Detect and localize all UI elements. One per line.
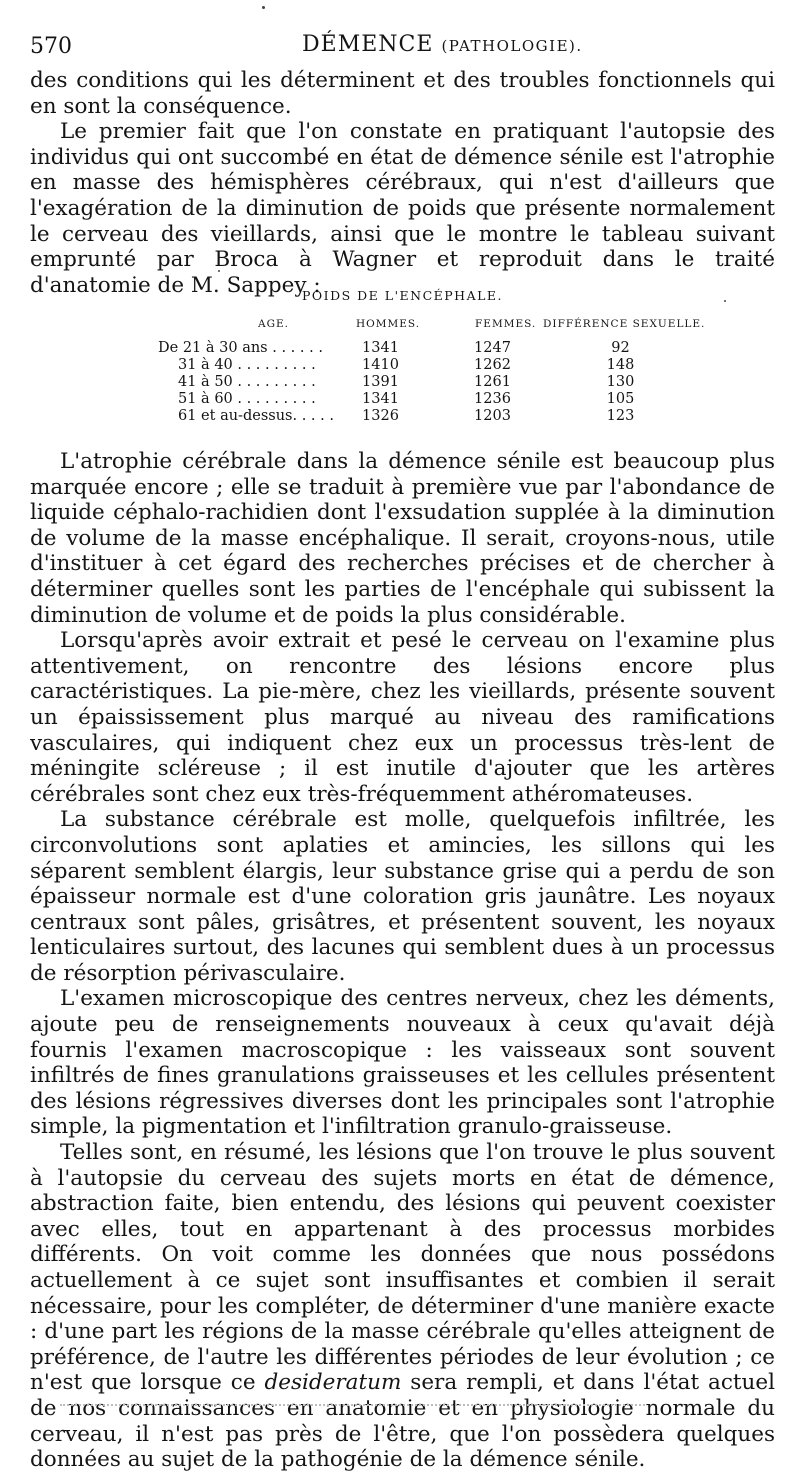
intro-text — [30, 68, 775, 298]
paragraph: Le premier fait que l'on constate en pratiquant l'autopsie des individus qui ont succombé en état de démence sénile est l'atrophie en masse des hémisphères cérébraux, qui n'est d'ailleurs que l'exagération de la diminution de poids que présente normalement le cerveau des vieillards, ainsi que le montre le tableau suivant emprunté par Broca à Wagner et reproduit dans le traité d'anatomie de M. Sappey : — [30, 119, 775, 298]
cell-hommes: 1391 — [362, 374, 399, 390]
running-header — [30, 20, 775, 60]
table-row — [0, 357, 800, 374]
cell-femmes: 1236 — [474, 391, 511, 407]
column-header-hommes: HOMMES. — [356, 318, 421, 330]
table-row — [0, 391, 800, 408]
page-number: 570 — [30, 34, 72, 59]
ink-speck — [724, 300, 726, 302]
paragraph: Lorsqu'après avoir extrait et pesé le cerveau on l'examine plus attentivement, on rencontre des lésions encore plus caractéristiques. La pie-mère, chez les vieillards, présente souvent un épaississement plus marqué au niveau des ramifications vasculaires, qui indiquent chez eux un processus très-lent de méningite scléreuse ; il est inutile d'ajouter que les artères cérébrales sont chez eux très-fréquemment athéromateuses. — [30, 628, 775, 807]
cell-hommes: 1341 — [362, 391, 399, 407]
cell-difference: 92 — [611, 340, 630, 356]
paragraph-final — [30, 1140, 775, 1473]
cell-femmes: 1262 — [474, 357, 511, 373]
cell-hommes: 1410 — [362, 357, 399, 373]
running-title — [302, 32, 583, 57]
cell-femmes: 1203 — [474, 408, 511, 424]
cell-difference: 148 — [606, 357, 635, 373]
paragraph: L'examen microscopique des centres nerveux, chez les déments, ajoute peu de renseignements nouveaux à ceux qu'avait déjà fournis l'examen macroscopique : les vaisseaux sont souvent infiltrés de fines granulations graisseuses et les cellules présentent des lésions régressives diverses dont les principales sont l'atrophie simple, la pigmentation et l'infiltration granulo-graisseuse. — [30, 986, 775, 1140]
bottom-rule — [60, 1404, 645, 1406]
cell-difference: 105 — [606, 391, 635, 407]
final-text-after: sera rempli, et dans l'état actuel de nos connaissances en anatomie et en physiologie normale du cerveau, il n'est pas près de l'être, que l'on possèdera quelques données au sujet de la pathogénie de la démence sénile. — [30, 1370, 775, 1473]
paragraph: La substance cérébrale est molle, quelquefois infiltrée, les circonvolutions sont aplaties et amincies, les sillons qui les séparent semblent élargis, leur substance grise qui a perdu de son épaisseur normale est d'une coloration gris jaunâtre. Les noyaux centraux sont pâles, grisâtres, et présentent souvent, les noyaux lenticulaires surtout, des lacunes qui semblent dues à un processus de résorption périvasculaire. — [30, 807, 775, 986]
italic-term: desideratum — [264, 1370, 402, 1396]
final-text-before: Telles sont, en résumé, les lésions que l'on trouve le plus souvent à l'autopsie du cerveau des sujets morts en état de démence, abstraction faite, bien entendu, des lésions qui peuvent coexister avec elles, tout en appartenant à des processus morbides différents. On voit comme les données que nous possédons actuellement à ce sujet sont insuffisantes et combien il serait nécessaire, pour les compléter, de déterminer d'une manière exacte : d'une part les régions de la masse cérébrale qu'elles atteignent de préférence, de l'autre les différentes périodes de leur évolution ; ce n'est que lorsque ce — [30, 1140, 775, 1396]
cell-difference: 123 — [606, 408, 635, 424]
cell-femmes: 1261 — [474, 374, 511, 390]
paragraph: des conditions qui les déterminent et des troubles fonctionnels qui en sont la conséquence. — [30, 68, 775, 119]
running-title-main: DÉMENCE — [302, 32, 434, 57]
column-header-difference: DIFFÉRENCE SEXUELLE. — [543, 318, 706, 330]
column-header-age: AGE. — [258, 318, 289, 330]
cell-age: 31 à 40 . . . . . . . . . — [178, 357, 316, 373]
table-row — [0, 374, 800, 391]
paragraph: L'atrophie cérébrale dans la démence sénile est beaucoup plus marquée encore ; elle se traduit à première vue par l'abondance de liquide céphalo-rachidien dont l'exsudation supplée à la diminution de volume de la masse encéphalique. Il serait, croyons-nous, utile d'instituer à cet égard des recherches précises et de chercher à déterminer quelles sont les parties de l'encéphale qui subissent la diminution de volume et de poids la plus considérable. — [30, 449, 775, 628]
cell-age: 41 à 50 . . . . . . . . . — [178, 374, 316, 390]
table-title: POIDS DE L'ENCÉPHALE. — [302, 288, 504, 303]
cell-age: 61 et au-dessus. . . . . — [178, 408, 334, 424]
cell-hommes: 1326 — [362, 408, 399, 424]
cell-difference: 130 — [606, 374, 635, 390]
cell-age: De 21 à 30 ans . . . . . . — [158, 340, 323, 356]
column-header-femmes: FEMMES. — [475, 318, 537, 330]
cell-hommes: 1341 — [362, 340, 399, 356]
cell-femmes: 1247 — [474, 340, 511, 356]
ink-speck — [262, 6, 265, 9]
main-text — [30, 449, 775, 1473]
cell-age: 51 à 60 . . . . . . . . . — [178, 391, 316, 407]
running-title-sub: (PATHOLOGIE). — [441, 37, 583, 55]
table-row — [0, 340, 800, 357]
table-row — [0, 408, 800, 425]
